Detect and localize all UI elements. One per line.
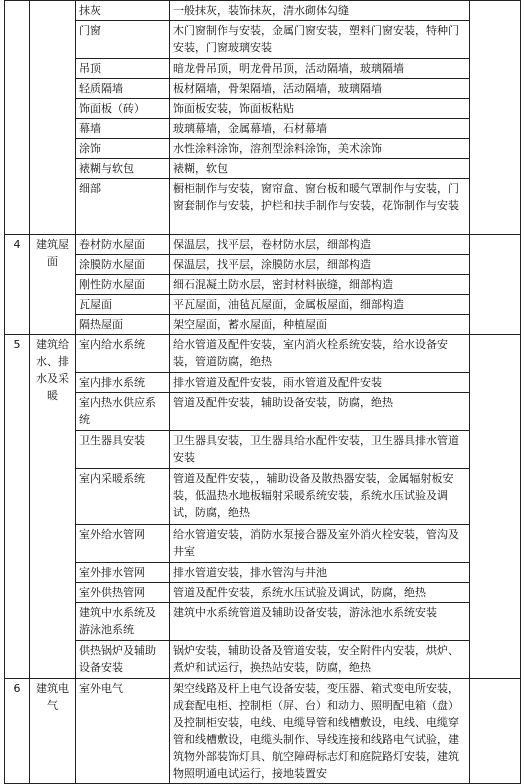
sub-division-cell: 幕墙 bbox=[76, 119, 170, 139]
work-items-cell: 排水管道及配件安装，雨水管道及配件安装 bbox=[170, 373, 470, 393]
work-items-cell: 排水管道安装，排水管沟与井池 bbox=[170, 563, 470, 583]
work-items-cell: 水性涂料涂饰，溶剂型涂料涂饰，美术涂饰 bbox=[170, 139, 470, 159]
table-row bbox=[5, 525, 521, 563]
work-items-cell: 管道及配件安装，系统水压试验及调试，防腐，绝热 bbox=[170, 583, 470, 603]
table-row bbox=[5, 159, 521, 179]
sub-division-cell: 轻质隔墙 bbox=[76, 79, 170, 99]
sub-division-cell: 吊顶 bbox=[76, 59, 170, 79]
table-row bbox=[5, 393, 521, 431]
work-items-cell: 保温层，找平层，涂膜防水层，细部构造 bbox=[170, 255, 470, 275]
table-row bbox=[5, 21, 521, 59]
remark-cell bbox=[470, 679, 521, 784]
remark-cell bbox=[470, 335, 521, 679]
table-row bbox=[5, 679, 521, 784]
sub-division-cell: 供热锅炉及辅助设备安装 bbox=[76, 641, 170, 679]
table-row bbox=[5, 99, 521, 119]
sub-division-cell: 门窗 bbox=[76, 21, 170, 59]
work-items-cell: 架空线路及杆上电气设备安装，变压器、箱式变电所安装，成套配电柜、控制柜（屏、台）和动力、照明配电箱（盘）及控制柜安装，电线、电缆导管和线槽敷设，电线、电缆穿管和线槽敷设，电缆头制作、导线连接和线路电气试验，建筑物外部装饰灯具、航空障碍标志灯和庭院路灯安装，建筑物照明通电试运行，接地装置安 bbox=[170, 679, 470, 784]
table-row bbox=[5, 563, 521, 583]
section-category bbox=[30, 1, 76, 235]
work-items-cell: 架空屋面，蓄水屋面，种植屋面 bbox=[170, 315, 470, 335]
work-items-cell: 裱糊，软包 bbox=[170, 159, 470, 179]
remark-cell bbox=[470, 1, 521, 235]
work-items-cell: 木门窗制作与安装，金属门窗安装，塑料门窗安装，特种门安装，门窗玻璃安装 bbox=[170, 21, 470, 59]
sub-division-cell: 细部 bbox=[76, 179, 170, 235]
sub-division-cell: 室内给水系统 bbox=[76, 335, 170, 373]
work-items-cell: 给水管道安装，消防水泵接合器及室外消火栓安装，管沟及井室 bbox=[170, 525, 470, 563]
work-items-cell: 饰面板安装，饰面板粘贴 bbox=[170, 99, 470, 119]
section-category: 建筑电气 bbox=[30, 679, 76, 784]
section-number: 5 bbox=[5, 335, 30, 679]
section-category: 建筑给水、排水及采暖 bbox=[30, 335, 76, 679]
sub-division-cell: 瓦屋面 bbox=[76, 295, 170, 315]
sub-division-cell: 涂膜防水屋面 bbox=[76, 255, 170, 275]
work-items-cell: 平瓦屋面，油毡瓦屋面，金属板屋面，细部构造 bbox=[170, 295, 470, 315]
sub-division-cell: 裱糊与软包 bbox=[76, 159, 170, 179]
table-row bbox=[5, 315, 521, 335]
work-items-cell: 管道及配件安装，辅助设备安装，防腐，绝热 bbox=[170, 393, 470, 431]
remark-cell bbox=[470, 235, 521, 335]
work-items-cell: 玻璃幕墙，金属幕墙，石材幕墙 bbox=[170, 119, 470, 139]
sub-division-cell: 卷材防水屋面 bbox=[76, 235, 170, 255]
table-row bbox=[5, 255, 521, 275]
work-items-cell: 一般抹灰，装饰抹灰，清水砌体勾缝 bbox=[170, 1, 470, 21]
sub-division-cell: 室外给水管网 bbox=[76, 525, 170, 563]
work-breakdown-table bbox=[4, 0, 521, 784]
sub-division-cell: 室外供热管网 bbox=[76, 583, 170, 603]
table-row bbox=[5, 373, 521, 393]
work-items-cell: 橱柜制作与安装，窗帘盒、窗台板和暖气罩制作与安装，门窗套制作与安装，护栏和扶手制作与安装，花饰制作与安装 bbox=[170, 179, 470, 235]
sub-division-cell: 隔热屋面 bbox=[76, 315, 170, 335]
work-items-cell: 建筑中水系统管道及辅助设备安装，游泳池水系统安装 bbox=[170, 603, 470, 641]
sub-division-cell: 涂饰 bbox=[76, 139, 170, 159]
work-items-cell: 保温层，找平层，卷材防水层，细部构造 bbox=[170, 235, 470, 255]
section-number: 4 bbox=[5, 235, 30, 335]
table-row bbox=[5, 1, 521, 21]
sub-division-cell: 室内排水系统 bbox=[76, 373, 170, 393]
table-row bbox=[5, 179, 521, 235]
table-row bbox=[5, 583, 521, 603]
work-items-cell: 锅炉安装，辅助设备及管道安装，安全附件内安装，烘炉、煮炉和试运行，换热站安装，防腐，绝热 bbox=[170, 641, 470, 679]
sub-division-cell: 刚性防水屋面 bbox=[76, 275, 170, 295]
section-number: 6 bbox=[5, 679, 30, 784]
sub-division-cell: 室外电气 bbox=[76, 679, 170, 784]
sub-division-cell: 饰面板（砖） bbox=[76, 99, 170, 119]
table-row bbox=[5, 235, 521, 255]
sub-division-cell: 抹灰 bbox=[76, 1, 170, 21]
work-items-cell: 暗龙骨吊顶，明龙骨吊顶，活动隔墙，玻璃隔墙 bbox=[170, 59, 470, 79]
work-items-cell: 管道及配件安装，，辅助设备及散热器安装，金属辐射板安装，低温热水地板辐射采暖系统安装，系统水压试验及调试，防腐，绝热 bbox=[170, 469, 470, 525]
sub-division-cell: 建筑中水系统及游泳池系统 bbox=[76, 603, 170, 641]
table-row bbox=[5, 431, 521, 469]
table-row bbox=[5, 79, 521, 99]
section-number bbox=[5, 1, 30, 235]
table-row bbox=[5, 139, 521, 159]
table-row bbox=[5, 603, 521, 641]
table-row bbox=[5, 275, 521, 295]
work-items-cell: 给水管道及配件安装，室内消火栓系统安装，给水设备安装，管道防腐，绝热 bbox=[170, 335, 470, 373]
table-row bbox=[5, 119, 521, 139]
table-row bbox=[5, 295, 521, 315]
work-items-cell: 板材隔墙，骨架隔墙，活动隔墙，玻璃隔墙 bbox=[170, 79, 470, 99]
sub-division-cell: 室内采暖系统 bbox=[76, 469, 170, 525]
table-row bbox=[5, 641, 521, 679]
work-items-cell: 卫生器具安装，卫生器具给水配件安装，卫生器具排水管道安装 bbox=[170, 431, 470, 469]
section-category: 建筑屋面 bbox=[30, 235, 76, 335]
table-row bbox=[5, 469, 521, 525]
sub-division-cell: 室内热水供应系统 bbox=[76, 393, 170, 431]
sub-division-cell: 室外排水管网 bbox=[76, 563, 170, 583]
table-row bbox=[5, 59, 521, 79]
work-items-cell: 细石混凝土防水层，密封材料嵌缝，细部构造 bbox=[170, 275, 470, 295]
table-row bbox=[5, 335, 521, 373]
sub-division-cell: 卫生器具安装 bbox=[76, 431, 170, 469]
